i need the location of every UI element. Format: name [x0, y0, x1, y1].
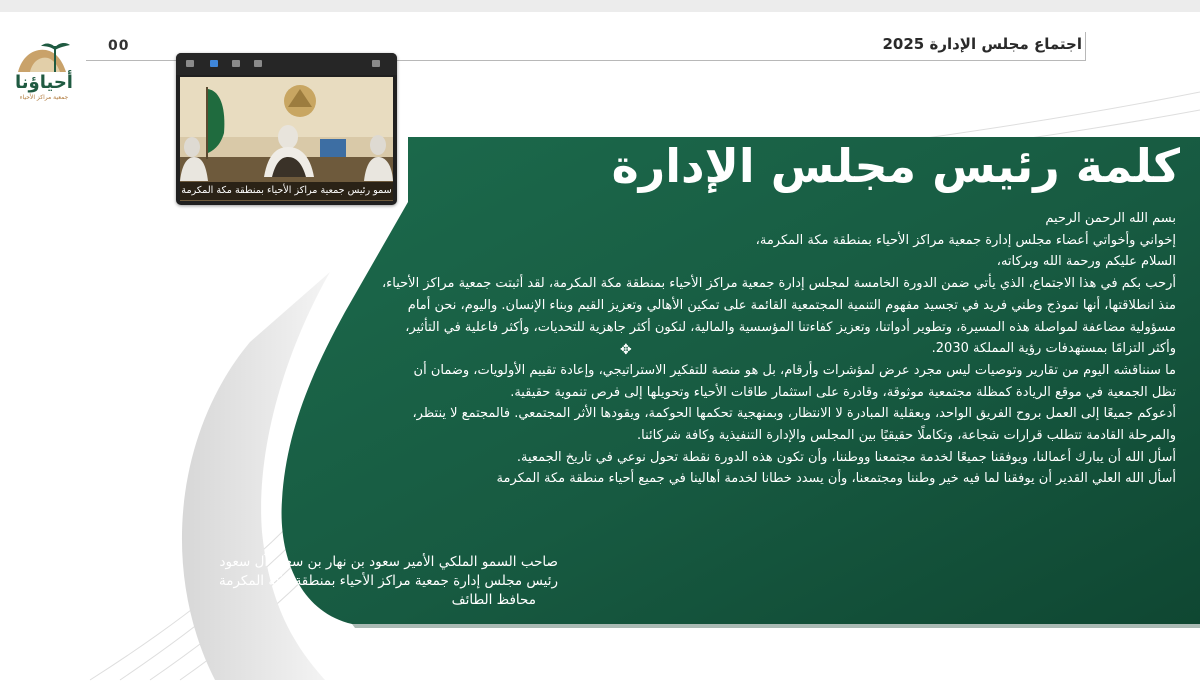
- page-number: 00: [108, 38, 130, 54]
- signature-office: محافظ الطائف: [451, 592, 536, 608]
- video-call-window[interactable]: [176, 53, 397, 205]
- speech-line: أدعوكم جميعًا إلى العمل بروح الفريق الواحد، وبعقلية المبادرة لا الانتظار، وبمنهجية تحكمها الحوكمة، ويقودها الأثر المجتمعي. فالمجتمع لا ينتظر،: [412, 406, 1176, 422]
- speech-line: السلام عليكم ورحمة الله وبركاته،: [996, 254, 1176, 270]
- video-caption: سمو رئيس جمعية مراكز الأحياء بمنطقة مكة المكرمة: [180, 182, 393, 200]
- speech-line: والمرحلة القادمة تتطلب قرارات شجاعة، وتكاملًا حقيقيًا بين المجلس والإدارة التنفيذية وكافة شركائنا.: [637, 428, 1176, 444]
- speech-line: إخواني وأخواتي أعضاء مجلس إدارة جمعية مراكز الأحياء بمنطقة مكة المكرمة،: [755, 232, 1176, 248]
- speech-line: وأكثر التزامًا بمستهدفات رؤية المملكة 2030.: [931, 341, 1176, 357]
- speech-line: أسأل الله العلي القدير أن يوفقنا لما فيه خير وطننا ومجتمعنا، وأن يسدد خطانا لخدمة أهالينا في جميع أحياء منطقة مكة المكرمة: [496, 471, 1176, 487]
- speech-line: منذ انطلاقتها، أنها نموذج وطني فريد في تجسيد مفهوم التنمية المجتمعية القائمة على تمكين الأهالي وتعزيز القيم وبناء الإنسان. واليوم، نحن أمام: [407, 297, 1176, 313]
- move-cursor-icon: ✥: [620, 342, 632, 358]
- minimize-video-icon[interactable]: [372, 60, 380, 67]
- top-bar: [0, 0, 1200, 12]
- signature-role: رئيس مجلس إدارة جمعية مراكز الأحياء بمنطقة مكة المكرمة: [219, 573, 558, 589]
- logo-tagline: جمعية مراكز الأحياء: [19, 94, 69, 101]
- logo-name: أحياؤنا: [15, 72, 73, 93]
- speaker-view-icon[interactable]: [210, 60, 218, 67]
- organization-logo: [8, 38, 80, 106]
- slide-title: كلمة رئيس مجلس الإدارة: [611, 139, 1180, 193]
- layout-icon[interactable]: [254, 60, 262, 67]
- speech-line: ما سنناقشه اليوم من تقارير وتوصيات ليس مجرد عرض لمؤشرات وأرقام، بل هو منصة للتفكير الاستراتيجي، وإعادة تقييم الأولويات، وضمان أن: [413, 362, 1176, 378]
- header-divider-vertical: [1085, 32, 1086, 61]
- speech-body: [241, 208, 1176, 490]
- speech-line: أسأل الله أن يبارك أعمالنا، ويوفقنا جميعًا لخدمة مجتمعنا ووطننا، وأن تكون هذه الدورة نقطة تحول نوعي في تاريخ الجمعية.: [516, 449, 1176, 465]
- signature-block: [219, 553, 558, 610]
- speech-line: بسم الله الرحمن الرحيم: [1045, 211, 1176, 226]
- gallery-view-icon[interactable]: [232, 60, 240, 67]
- video-toolbar: [176, 53, 397, 75]
- grid-view-icon[interactable]: [186, 60, 194, 67]
- speech-line: أرحب بكم في هذا الاجتماع، الذي يأتي ضمن الدورة الخامسة لمجلس إدارة جمعية مراكز الأحياء بمنطقة مكة المكرمة، لقد أثبتت جمعية مراكز الأحياء،: [381, 276, 1176, 292]
- meeting-title: اجتماع مجلس الإدارة 2025: [882, 35, 1082, 53]
- signature-name: صاحب السمو الملكي الأمير سعود بن نهار بن سعود آل سعود: [219, 554, 558, 570]
- speech-line: تظل الجمعية في موقع الريادة كمظلة مجتمعية موثوقة، وقادرة على استثمار طاقات الأحياء وتحويلها إلى فرص تنموية حقيقية.: [510, 384, 1176, 400]
- speech-line: مسؤولية مضاعفة لمواصلة هذه المسيرة، وتطوير أدواتنا، وتعزيز كفاءتنا المؤسسية والمالية، لنكون أكثر جاهزية للتحديات، وأكثر فاعلية في التأثير،: [405, 319, 1176, 335]
